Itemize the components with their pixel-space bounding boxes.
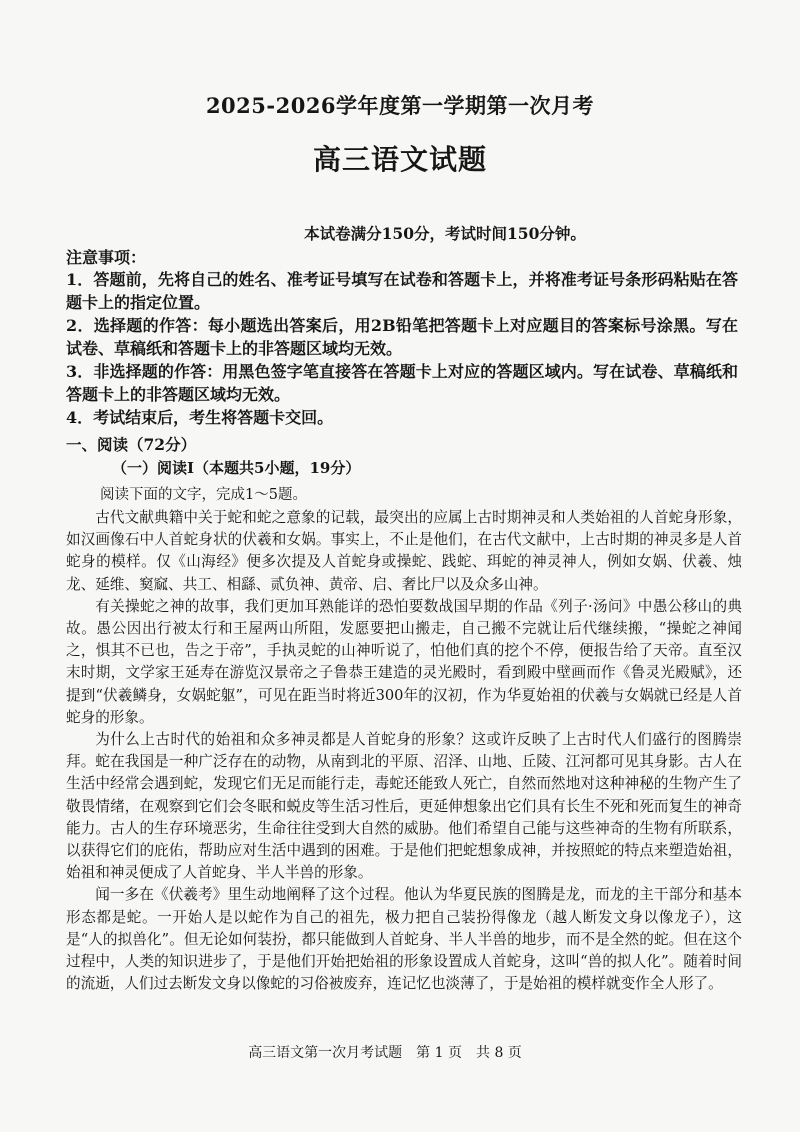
exam-subject-title: 高三语文试题 (312, 143, 487, 176)
notice-heading: 注意事项： (66, 248, 147, 267)
passage-paragraph: 有关操蛇之神的故事，我们更加耳熟能详的恐怕要数战国早期的作品《列子·汤问》中愚公移山的典故。愚公因出行被太行和王屋两山所阻，发愿要把山搬走，自己搬不完就让后代继续搬，“操蛇之神闻之，惧其不已也，告之于帝”，手执灵蛇的山神听说了，怕他们真的挖个不停，便报告给了天帝。直至汉末时期，文学家王延寿在游览汉景帝之子鲁恭王建造的灵光殿时，看到殿中壁画而作《鲁灵光殿赋》，还提到“伏羲鳞身，女娲蛇躯”，可见在距当时将近300年的汉初，作为华夏始祖的伏羲与女娲就已经是人首蛇身的形象。 (66, 597, 742, 726)
notice-item: 1．答题前，先将自己的姓名、准考证号填写在试卷和答题卡上，并将准考证号条形码粘贴在答题卡上的指定位置。 (66, 270, 738, 312)
reading-instruction: 阅读下面的文字，完成1～5题。 (100, 487, 307, 503)
passage-paragraph: 为什么上古时代的始祖和众多神灵都是人首蛇身的形象？这或许反映了上古时代人们盛行的图腾崇拜。蛇在我国是一种广泛存在的动物，从南到北的平原、沼泽、山地、丘陵、江河都可见其身影。古人在生活中经常会遇到蛇，发现它们无足而能行走，毒蛇还能致人死亡，自然而然地对这种神秘的生物产生了敬畏情绪，在观察到它们会冬眠和蜕皮等生活习性后，更延伸想象出它们具有长生不死和死而复生的神奇能力。古人的生存环境恶劣，生命往往受到大自然的威胁。他们希望自己能与这些神奇的生物有所联系，以获得它们的庇佑，帮助应对生活中遇到的困难。于是他们把蛇想象成神，并按照蛇的特点来塑造始祖，始祖和神灵便成了人首蛇身、半人半兽的形象。 (66, 731, 742, 882)
exam-info: 本试卷满分150分，考试时间150分钟。 (304, 224, 586, 243)
exam-title: 2025-2026学年度第一学期第一次月考 (205, 93, 595, 118)
notice-item: 2．选择题的作答：每小题选出答案后，用2B铅笔把答题卡上对应题目的答案标号涂黑。写在试卷、草稿纸和答题卡上的非答题区域均无效。 (66, 316, 738, 358)
passage-paragraph: 闻一多在《伏羲考》里生动地阐释了这个过程。他认为华夏民族的图腾是龙，而龙的主干部分和基本形态都是蛇。一开始人是以蛇作为自己的祖先，极力把自己装扮得像龙（越人断发文身以像龙子），这是“人的拟兽化”。但无论如何装扮，都只能做到人首蛇身、半人半兽的地步，而不是全然的蛇。但在这个过程中，人类的知识进步了，于是他们开始把始祖的形象设置成人首蛇身，这叫“兽的拟人化”。随着时间的流逝，人们过去断发文身以像蛇的习俗被废弃，连记忆也淡薄了，于是始祖的模样就变作全人形了。 (66, 886, 742, 993)
notice-item: 4．考试结束后，考生将答题卡交回。 (66, 408, 334, 427)
page-footer: 高三语文第一次月考试题 第 1 页 共 8 页 (248, 1045, 522, 1061)
reading-passage (66, 507, 742, 995)
passage-paragraph: 古代文献典籍中关于蛇和蛇之意象的记载，最突出的应属上古时期神灵和人类始祖的人首蛇身形象，如汉画像石中人首蛇身状的伏羲和女娲。事实上，不止是他们，在古代文献中，上古时期的神灵多是人首蛇身的模样。仅《山海经》便多次提及人首蛇身或操蛇、践蛇、珥蛇的神灵神人，例如女娲、伏羲、烛龙、延维、窫窳、共工、相繇、贰负神、黄帝、启、奢比尸以及众多山神。 (66, 509, 742, 593)
notice-item: 3．非选择题的作答：用黑色签字笔直接答在答题卡上对应的答题区域内。写在试卷、草稿纸和答题卡上的非答题区域均无效。 (66, 362, 738, 404)
notice-list (66, 268, 738, 429)
subsection-heading: （一）阅读Ⅰ（本题共5小题，19分） (112, 459, 361, 477)
section-heading: 一、阅读（72分） (66, 435, 197, 454)
